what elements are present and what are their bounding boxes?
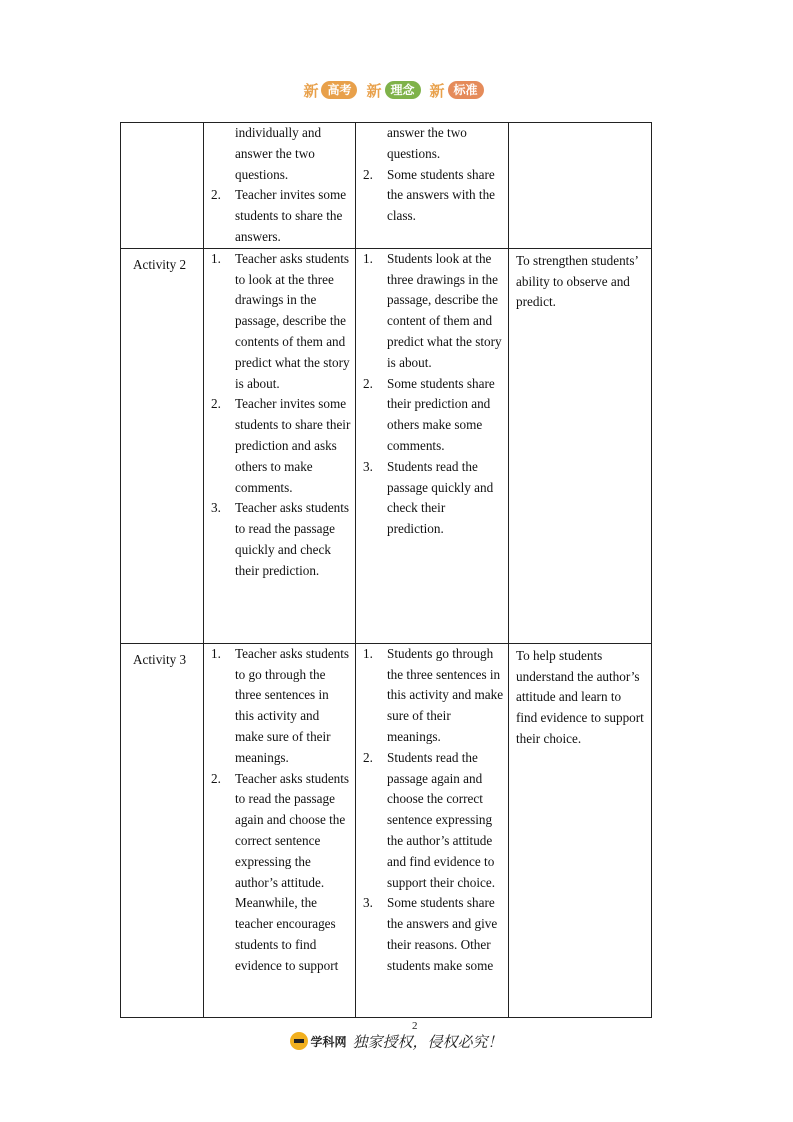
teacher-activity-cell: [204, 643, 356, 1017]
list-item: 3. Teacher asks students to read the passage quickly and check their prediction.: [211, 500, 350, 578]
student-activity-cell: [356, 123, 509, 249]
header-pill-3: 标准: [448, 81, 484, 99]
list-item: 1. Teacher asks students to look at the three drawings in the passage, describe the contents of them and predict what the story is about.: [211, 250, 350, 391]
logo-text: 学科网: [310, 1034, 347, 1049]
purpose-text: To help students understand the author’s attitude and learn to find evidence to support their choice.: [516, 647, 644, 746]
purpose-cell: [509, 643, 652, 1017]
footer: [0, 1029, 793, 1053]
list-item: 3. Some students share the answers and give their reasons. Other students make some: [363, 895, 498, 973]
student-continued-text: answer the two questions.: [387, 125, 467, 161]
list-item: 1. Students look at the three drawings in the passage, describe the content of them and predict what the story is about.: [363, 250, 502, 370]
purpose-cell: [509, 248, 652, 643]
table-row: [121, 123, 652, 249]
teacher-continued-text: individually and answer the two questions.: [235, 125, 322, 182]
purpose-text: To strengthen students’ ability to observe and predict.: [516, 252, 638, 310]
header-char-1: 新: [303, 81, 319, 100]
table-row: [121, 643, 652, 1017]
activity-label: Activity 2: [133, 256, 187, 272]
header-char-2: 新: [366, 81, 382, 100]
teacher-activity-cell: [204, 123, 356, 249]
list-item: 2. Teacher asks students to read the passage again and choose the correct sentence expressing the author’s attitude.: [211, 770, 350, 890]
list-item: 2. Teacher invites some students to share their prediction and asks others to make comments.: [211, 396, 351, 495]
student-activity-cell: [356, 248, 509, 643]
activity-cell: [121, 123, 204, 249]
site-logo: [290, 1032, 346, 1050]
page-number: 2: [412, 1020, 418, 1032]
header-banner: [0, 79, 793, 101]
header-char-3: 新: [429, 81, 445, 100]
purpose-cell: [509, 123, 652, 249]
table-row: [121, 248, 652, 643]
list-item: 1. Teacher asks students to go through the three sentences in this activity and make sure of their meanings.: [211, 645, 350, 765]
activity-label: Activity 3: [133, 651, 187, 667]
activity-cell: [121, 248, 204, 643]
activity-cell: [121, 643, 204, 1017]
list-item: 2. Teacher invites some students to share the answers.: [211, 187, 347, 244]
list-item: 2. Students read the passage again and choose the correct sentence expressing the author’s attitude and find evidence to support their choice.: [363, 749, 496, 890]
student-activity-cell: [356, 643, 509, 1017]
copyright-notice: 独家授权，侵权必究！: [352, 1032, 503, 1051]
graduation-cap-icon: [290, 1032, 308, 1050]
list-item: 2. Some students share their prediction and others make some comments.: [363, 375, 495, 453]
list-item: 1. Students go through the three sentences in this activity and make sure of their meanings.: [363, 645, 504, 744]
list-item: 3. Students read the passage quickly and check their prediction.: [363, 458, 494, 537]
header-pill-2: 理念: [385, 81, 421, 99]
list-item: 2. Some students share the answers with the class.: [363, 166, 496, 224]
teacher-tail-text: Meanwhile, the teacher encourages students to find evidence to support: [235, 895, 339, 973]
lesson-plan-table: [120, 122, 652, 1018]
header-pill-1: 高考: [321, 81, 357, 99]
teacher-activity-cell: [204, 248, 356, 643]
